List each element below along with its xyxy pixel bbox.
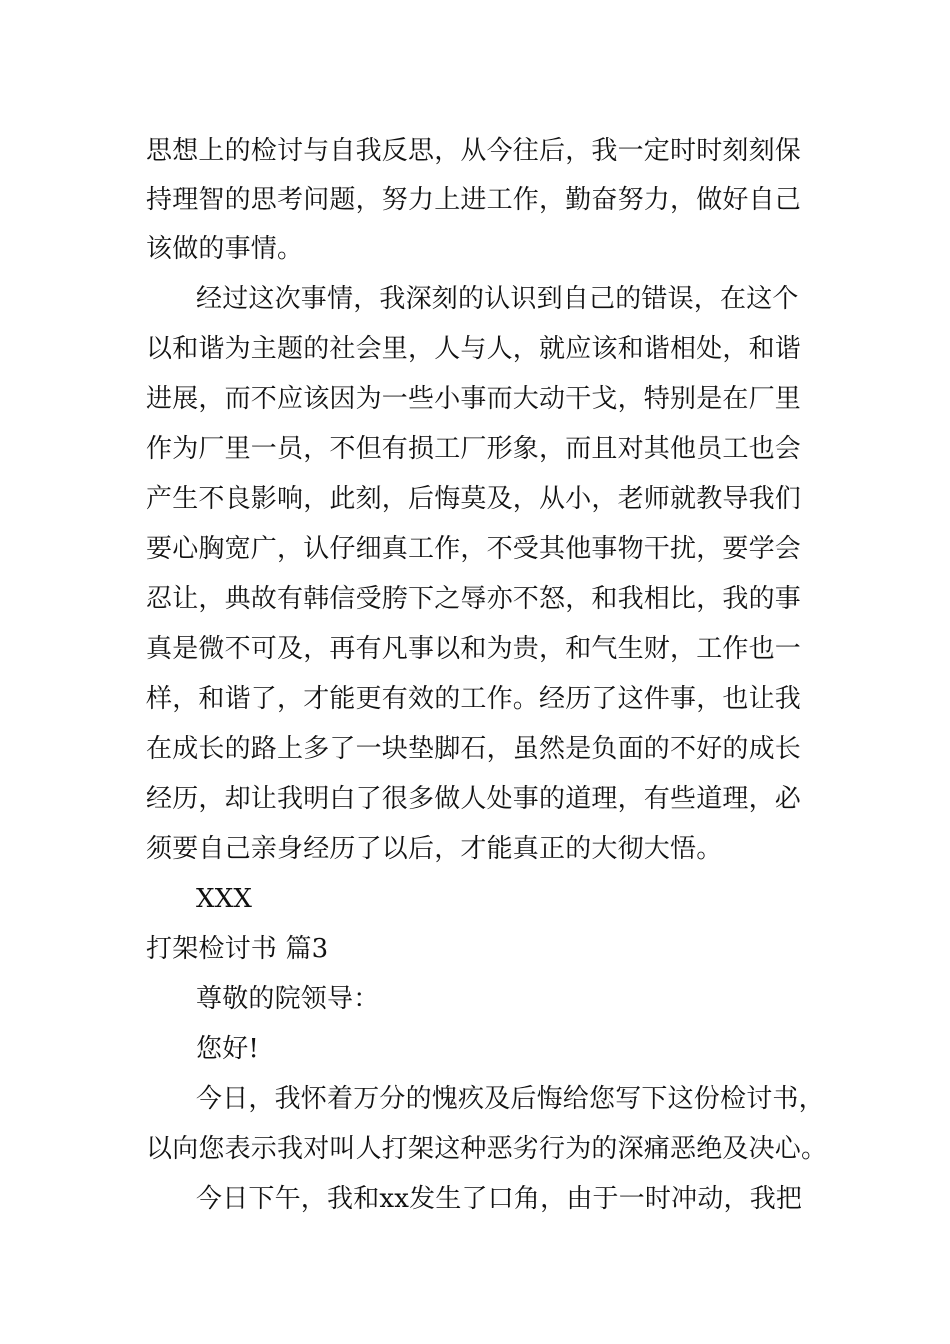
text-line: 真是微不可及，再有凡事以和为贵，和气生财，工作也一 [146, 634, 802, 664]
text-line: 要心胸宽广，认仔细真工作，不受其他事物干扰，要学会 [146, 534, 802, 564]
salutation: 尊敬的院领导： [196, 984, 380, 1014]
text-line: 持理智的思考问题，努力上进工作，勤奋努力，做好自己 [146, 185, 802, 215]
greeting: 您好! [196, 1034, 260, 1064]
text-line: 该做的事情。 [146, 234, 304, 264]
text-line: 今日下午，我和xx发生了口角，由于一时冲动，我把 [196, 1184, 803, 1214]
signature: XXX [196, 884, 253, 914]
text-line: 在成长的路上多了一块垫脚石，虽然是负面的不好的成长 [146, 734, 802, 764]
text-line: 样，和谐了，才能更有效的工作。经历了这件事，也让我 [146, 684, 802, 714]
text-line: 今日，我怀着万分的愧疚及后悔给您写下这份检讨书， [196, 1084, 825, 1114]
text-line: 经历，却让我明白了很多做人处事的道理，有些道理，必 [146, 784, 802, 814]
text-line: 进展，而不应该因为一些小事而大动干戈，特别是在厂里 [146, 384, 802, 414]
section-heading: 打架检讨书 篇3 [146, 934, 329, 964]
text-line: 忍让，典故有韩信受胯下之辱亦不怒，和我相比，我的事 [146, 584, 802, 614]
text-line: 须要自己亲身经历了以后，才能真正的大彻大悟。 [146, 834, 723, 864]
text-line: 以和谐为主题的社会里，人与人，就应该和谐相处，和谐 [146, 334, 802, 364]
text-line: 经过这次事情，我深刻的认识到自己的错误，在这个 [196, 284, 799, 314]
text-line: 思想上的检讨与自我反思，从今往后，我一定时时刻刻保 [146, 136, 802, 166]
text-line: 产生不良影响，此刻，后悔莫及，从小，老师就教导我们 [146, 484, 802, 514]
text-line: 作为厂里一员，不但有损工厂形象，而且对其他员工也会 [146, 434, 802, 464]
text-line: 以向您表示我对叫人打架这种恶劣行为的深痛恶绝及决心。 [146, 1134, 828, 1164]
